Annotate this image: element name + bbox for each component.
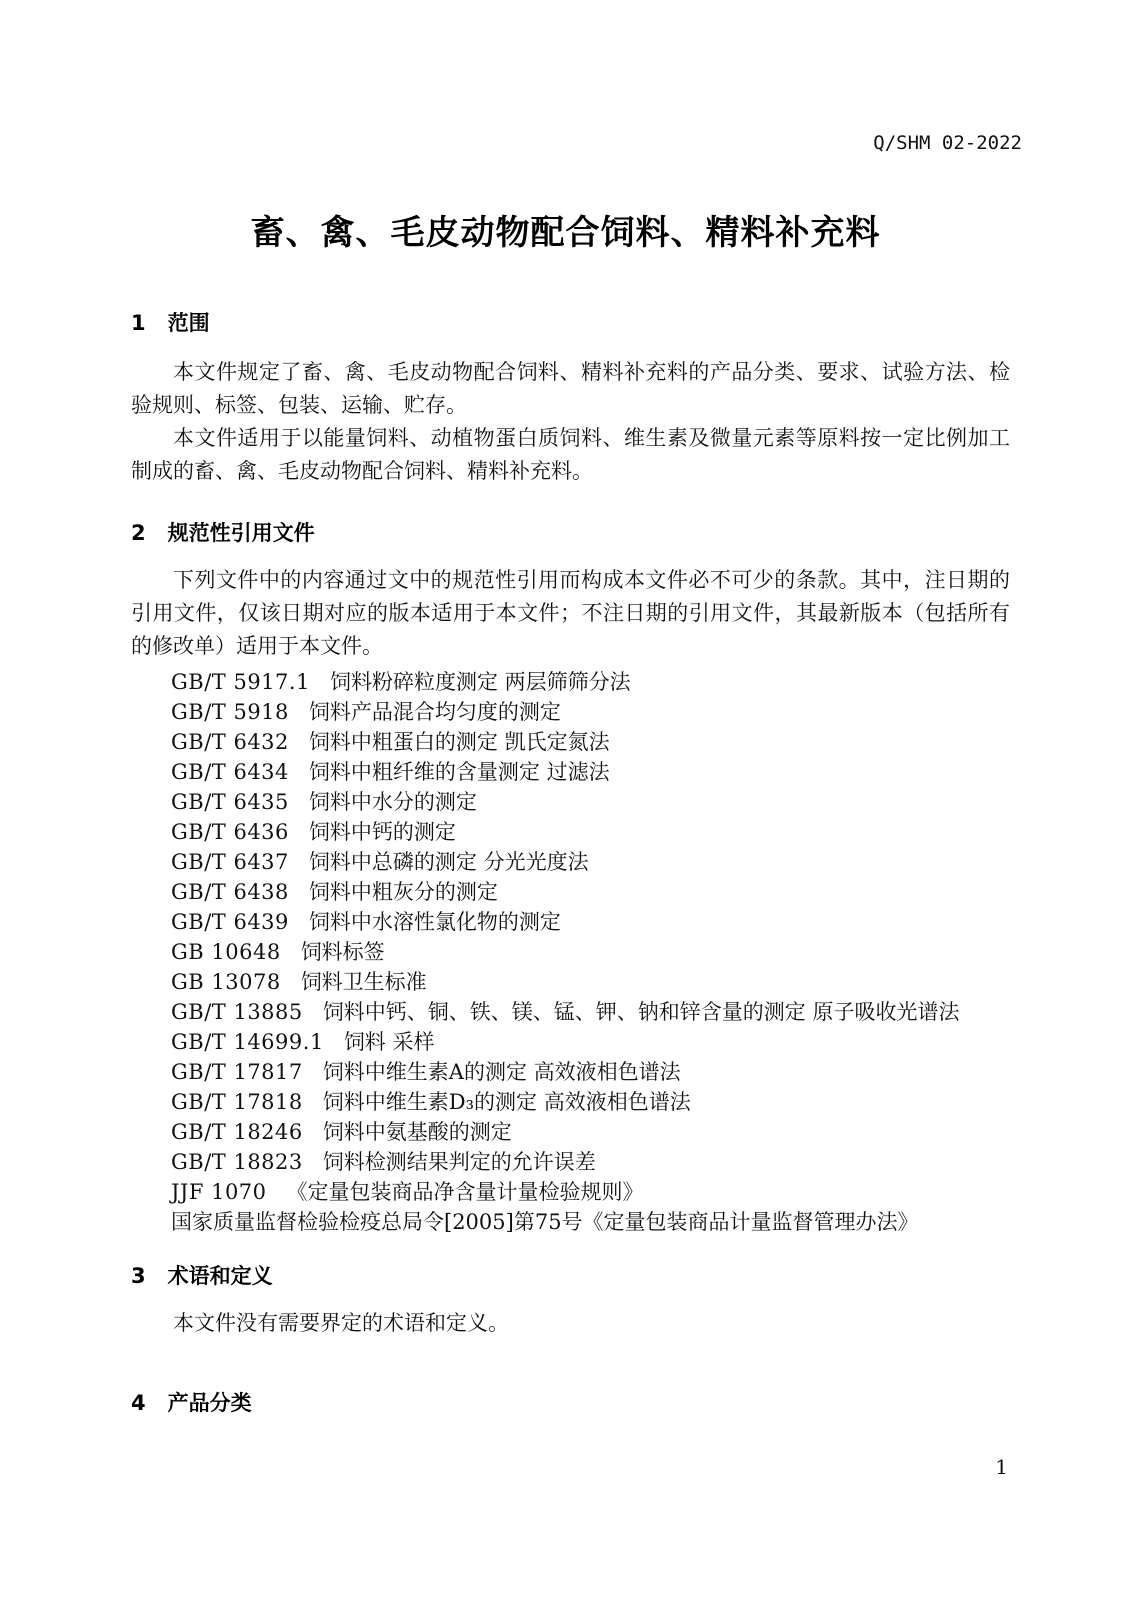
section-title: 范围	[167, 311, 210, 335]
reference-code: GB/T 6434	[171, 760, 289, 784]
reference-title: 饲料中粗灰分的测定	[308, 880, 498, 904]
references-intro: 下列文件中的内容通过文中的规范性引用而构成本文件必不可少的条款。其中，注日期的引用文件，仅该日期对应的版本适用于本文件；不注日期的引用文件，其最新版本（包括所有的修改单）适用于本文件。	[131, 568, 1010, 658]
reference-title: 饲料中钙、铜、铁、镁、锰、钾、钠和锌含量的测定 原子吸收光谱法	[322, 1000, 960, 1024]
scope-paragraph-2: 本文件适用于以能量饲料、动植物蛋白质饲料、维生素及微量元素等原料按一定比例加工制成的畜、禽、毛皮动物配合饲料、精料补充料。	[131, 426, 1010, 483]
reference-item	[171, 967, 1010, 997]
reference-item	[171, 1027, 1010, 1057]
reference-item	[171, 787, 1010, 817]
reference-code: GB 13078	[171, 970, 281, 994]
section-number: 2	[131, 521, 146, 545]
reference-item	[171, 847, 1010, 877]
reference-code: GB/T 14699.1	[171, 1030, 324, 1054]
reference-title: 国家质量监督检验检疫总局令[2005]第75号《定量包装商品计量监督管理办法》	[171, 1210, 919, 1234]
section-number: 4	[131, 1391, 146, 1415]
scope-paragraph-1: 本文件规定了畜、禽、毛皮动物配合饲料、精料补充料的产品分类、要求、试验方法、检验规则、标签、包装、运输、贮存。	[131, 360, 1010, 417]
reference-item	[171, 877, 1010, 907]
reference-title: 饲料中水溶性氯化物的测定	[308, 910, 561, 934]
reference-code: JJF 1070	[171, 1180, 267, 1204]
reference-item	[171, 1147, 1010, 1177]
reference-title: 饲料中钙的测定	[308, 820, 456, 844]
reference-item	[171, 757, 1010, 787]
page-number: 1	[995, 1455, 1008, 1479]
section-title: 术语和定义	[167, 1264, 273, 1288]
reference-code: GB/T 17817	[171, 1060, 303, 1084]
reference-item	[171, 727, 1010, 757]
reference-title: 饲料中氨基酸的测定	[322, 1120, 512, 1144]
reference-code: GB/T 17818	[171, 1090, 303, 1114]
reference-code: GB/T 5917.1	[171, 670, 310, 694]
references-list	[131, 667, 1010, 1237]
reference-item	[171, 817, 1010, 847]
document-body	[131, 308, 1010, 1418]
reference-code: GB/T 5918	[171, 700, 289, 724]
reference-title: 饲料中水分的测定	[308, 790, 477, 814]
reference-code: GB/T 6435	[171, 790, 289, 814]
reference-item	[171, 1177, 1010, 1207]
section-heading-scope	[131, 308, 1010, 338]
reference-code: GB/T 6438	[171, 880, 289, 904]
document-code: Q/SHM 02-2022	[873, 132, 1022, 154]
reference-item	[171, 997, 1010, 1027]
reference-code: GB/T 6432	[171, 730, 289, 754]
section-title: 规范性引用文件	[167, 521, 315, 545]
reference-item	[171, 1207, 1010, 1237]
reference-title: 饲料中维生素D₃的测定 高效液相色谱法	[322, 1090, 691, 1114]
reference-item	[171, 1087, 1010, 1117]
reference-title: 饲料检测结果判定的允许误差	[322, 1150, 596, 1174]
section-number: 1	[131, 311, 146, 335]
document-title: 畜、禽、毛皮动物配合饲料、精料补充料	[250, 213, 881, 253]
section-number: 3	[131, 1264, 146, 1288]
reference-code: GB/T 6439	[171, 910, 289, 934]
section-heading-references	[131, 518, 1010, 548]
reference-item	[171, 697, 1010, 727]
reference-item	[171, 1117, 1010, 1147]
terms-paragraph: 本文件没有需要界定的术语和定义。	[173, 1311, 509, 1335]
reference-code: GB/T 6437	[171, 850, 289, 874]
reference-title: 饲料中维生素A的测定 高效液相色谱法	[322, 1060, 681, 1084]
reference-title: 饲料中粗纤维的含量测定 过滤法	[308, 760, 610, 784]
reference-title: 饲料卫生标准	[300, 970, 427, 994]
reference-title: 饲料产品混合均匀度的测定	[308, 700, 561, 724]
reference-code: GB 10648	[171, 940, 281, 964]
reference-item	[171, 937, 1010, 967]
reference-code: GB/T 18246	[171, 1120, 303, 1144]
section-title: 产品分类	[167, 1391, 252, 1415]
reference-item	[171, 667, 1010, 697]
reference-title: 饲料中总磷的测定 分光光度法	[308, 850, 589, 874]
reference-title: 饲料 采样	[343, 1030, 435, 1054]
section-heading-terms	[131, 1261, 1010, 1291]
reference-code: GB/T 13885	[171, 1000, 303, 1024]
reference-code: GB/T 6436	[171, 820, 289, 844]
reference-title: 《定量包装商品净含量计量检验规则》	[286, 1180, 644, 1204]
reference-item	[171, 907, 1010, 937]
reference-title: 饲料标签	[300, 940, 385, 964]
reference-code: GB/T 18823	[171, 1150, 303, 1174]
section-heading-classification	[131, 1388, 1010, 1418]
reference-item	[171, 1057, 1010, 1087]
reference-title: 饲料粉碎粒度测定 两层筛筛分法	[329, 670, 631, 694]
reference-title: 饲料中粗蛋白的测定 凯氏定氮法	[308, 730, 610, 754]
